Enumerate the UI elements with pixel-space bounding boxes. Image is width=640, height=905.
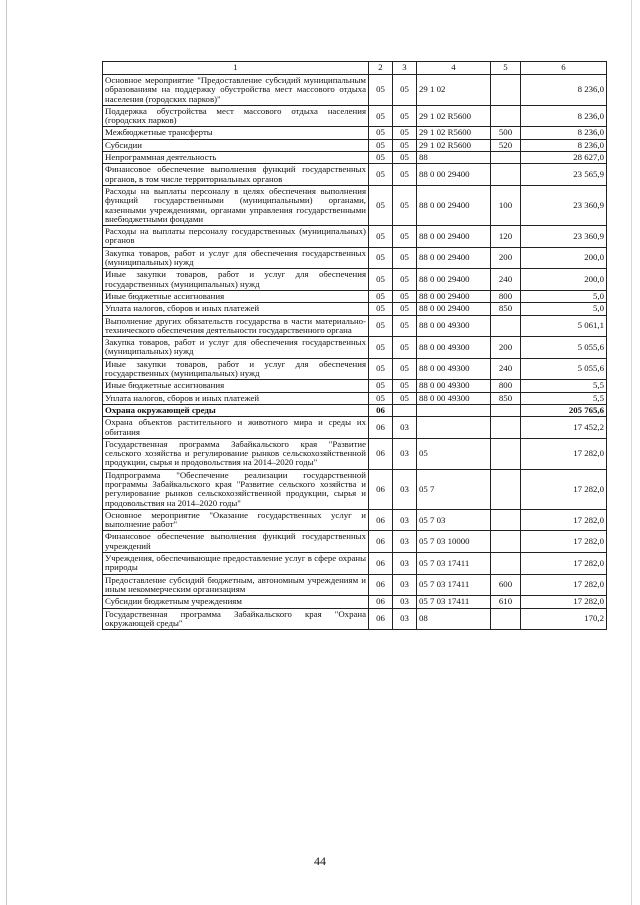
row-expense-type-cell: 850	[491, 303, 521, 315]
row-target-article-cell: 29 1 02 R5600	[417, 105, 491, 127]
budget-table	[102, 61, 607, 630]
row-section-cell: 05	[369, 380, 393, 392]
row-amount-cell: 5,5	[521, 392, 607, 404]
row-amount-cell: 5,0	[521, 290, 607, 302]
row-subsection-cell: 05	[393, 247, 417, 269]
table-row	[103, 438, 607, 469]
table-row	[103, 553, 607, 575]
row-expense-type-cell: 240	[491, 358, 521, 380]
row-amount-cell: 205 765,6	[521, 404, 607, 416]
row-subsection-cell: 03	[393, 553, 417, 575]
row-target-article-cell: 05	[417, 438, 491, 469]
row-section-cell: 06	[369, 469, 393, 509]
row-section-cell: 06	[369, 596, 393, 608]
row-subsection-cell: 05	[393, 75, 417, 106]
row-subsection-cell: 03	[393, 417, 417, 439]
page-number: 44	[314, 854, 326, 868]
row-section-cell: 05	[369, 247, 393, 269]
row-amount-cell: 23 360,9	[521, 226, 607, 248]
row-subsection-cell: 05	[393, 152, 417, 164]
row-name-cell: Расходы на выплаты персоналу государственных (муниципальных) органов	[103, 226, 369, 248]
row-expense-type-cell	[491, 509, 521, 531]
row-subsection-cell: 05	[393, 290, 417, 302]
row-section-cell: 05	[369, 152, 393, 164]
row-amount-cell: 5,5	[521, 380, 607, 392]
table-row	[103, 469, 607, 509]
row-amount-cell: 170,2	[521, 608, 607, 630]
row-amount-cell: 17 282,0	[521, 469, 607, 509]
row-subsection-cell: 03	[393, 469, 417, 509]
row-expense-type-cell: 200	[491, 337, 521, 359]
row-amount-cell: 8 236,0	[521, 105, 607, 127]
row-expense-type-cell	[491, 469, 521, 509]
row-target-article-cell: 88 0 00 49300	[417, 315, 491, 337]
row-name-cell: Предоставление субсидий бюджетным, автономным учреждениям и иным некоммерческим организациям	[103, 574, 369, 596]
row-target-article-cell: 88 0 00 29400	[417, 303, 491, 315]
row-amount-cell: 17 282,0	[521, 574, 607, 596]
row-target-article-cell: 88 0 00 49300	[417, 358, 491, 380]
row-section-cell: 06	[369, 531, 393, 553]
row-section-cell: 06	[369, 608, 393, 630]
row-subsection-cell: 05	[393, 139, 417, 151]
row-section-cell: 05	[369, 226, 393, 248]
row-name-cell: Закупка товаров, работ и услуг для обеспечения государственных (муниципальных) нужд	[103, 247, 369, 269]
row-amount-cell: 200,0	[521, 247, 607, 269]
row-section-cell: 05	[369, 185, 393, 225]
row-section-cell: 06	[369, 438, 393, 469]
table-row	[103, 303, 607, 315]
row-subsection-cell: 03	[393, 608, 417, 630]
row-target-article-cell: 88 0 00 29400	[417, 290, 491, 302]
row-expense-type-cell: 850	[491, 392, 521, 404]
table-row	[103, 105, 607, 127]
row-amount-cell: 17 452,2	[521, 417, 607, 439]
table-row	[103, 596, 607, 608]
row-name-cell: Иные закупки товаров, работ и услуг для обеспечения государственных (муниципальных) нужд	[103, 269, 369, 291]
row-amount-cell: 5 055,6	[521, 358, 607, 380]
row-name-cell: Уплата налогов, сборов и иных платежей	[103, 392, 369, 404]
row-target-article-cell: 05 7	[417, 469, 491, 509]
row-name-cell: Иные закупки товаров, работ и услуг для обеспечения государственных (муниципальных) нужд	[103, 358, 369, 380]
row-section-cell: 05	[369, 392, 393, 404]
row-target-article-cell: 29 1 02 R5600	[417, 127, 491, 139]
row-amount-cell: 8 236,0	[521, 75, 607, 106]
row-amount-cell: 5 055,6	[521, 337, 607, 359]
row-name-cell: Охрана объектов растительного и животного мира и среды их обитания	[103, 417, 369, 439]
table-row	[103, 608, 607, 630]
row-target-article-cell: 05 7 03 10000	[417, 531, 491, 553]
row-subsection-cell: 05	[393, 226, 417, 248]
row-expense-type-cell: 520	[491, 139, 521, 151]
table-row	[103, 509, 607, 531]
row-subsection-cell: 05	[393, 380, 417, 392]
table-row	[103, 392, 607, 404]
row-name-cell: Поддержка обустройства мест массового отдыха населения (городских парков)	[103, 105, 369, 127]
row-name-cell: Финансовое обеспечение выполнения функций государственных учреждений	[103, 531, 369, 553]
table-row	[103, 315, 607, 337]
table-row	[103, 358, 607, 380]
row-section-cell: 05	[369, 105, 393, 127]
row-subsection-cell: 05	[393, 127, 417, 139]
row-section-cell: 05	[369, 290, 393, 302]
row-target-article-cell: 29 1 02	[417, 75, 491, 106]
row-expense-type-cell: 800	[491, 380, 521, 392]
table-row	[103, 404, 607, 416]
row-section-cell: 05	[369, 269, 393, 291]
row-name-cell: Иные бюджетные ассигнования	[103, 380, 369, 392]
row-name-cell: Уплата налогов, сборов и иных платежей	[103, 303, 369, 315]
row-target-article-cell: 88 0 00 29400	[417, 247, 491, 269]
row-section-cell: 05	[369, 303, 393, 315]
row-expense-type-cell	[491, 531, 521, 553]
table-row	[103, 127, 607, 139]
header-cell-amount: 6	[521, 62, 607, 75]
row-amount-cell: 8 236,0	[521, 127, 607, 139]
row-amount-cell: 5 061,1	[521, 315, 607, 337]
table-row	[103, 269, 607, 291]
row-expense-type-cell	[491, 608, 521, 630]
header-cell-target-article: 4	[417, 62, 491, 75]
row-target-article-cell: 29 1 02 R5600	[417, 139, 491, 151]
scan-edge-right	[631, 0, 632, 905]
row-expense-type-cell: 610	[491, 596, 521, 608]
row-target-article-cell: 88 0 00 29400	[417, 269, 491, 291]
row-target-article-cell: 88 0 00 29400	[417, 226, 491, 248]
row-amount-cell: 23 360,9	[521, 185, 607, 225]
row-amount-cell: 17 282,0	[521, 553, 607, 575]
row-target-article-cell: 88 0 00 49300	[417, 392, 491, 404]
row-subsection-cell: 03	[393, 531, 417, 553]
row-target-article-cell: 05 7 03	[417, 509, 491, 531]
row-name-cell: Основное мероприятие "Оказание государственных услуг и выполнение работ"	[103, 509, 369, 531]
row-section-cell: 05	[369, 127, 393, 139]
row-amount-cell: 17 282,0	[521, 531, 607, 553]
row-target-article-cell: 05 7 03 17411	[417, 596, 491, 608]
row-amount-cell: 17 282,0	[521, 596, 607, 608]
row-section-cell: 06	[369, 553, 393, 575]
row-subsection-cell: 05	[393, 337, 417, 359]
row-subsection-cell: 03	[393, 596, 417, 608]
row-name-cell: Выполнение других обязательств государства в части материально-технического обеспечения деятельности государственного органа	[103, 315, 369, 337]
row-subsection-cell: 03	[393, 509, 417, 531]
header-cell-section: 2	[369, 62, 393, 75]
row-section-cell: 05	[369, 358, 393, 380]
table-row	[103, 531, 607, 553]
row-subsection-cell	[393, 404, 417, 416]
row-expense-type-cell: 120	[491, 226, 521, 248]
table-row	[103, 574, 607, 596]
row-target-article-cell: 88 0 00 29400	[417, 185, 491, 225]
row-amount-cell: 200,0	[521, 269, 607, 291]
table-row	[103, 337, 607, 359]
row-name-cell: Государственная программа Забайкальского края "Охрана окружающей среды"	[103, 608, 369, 630]
row-subsection-cell: 03	[393, 438, 417, 469]
row-name-cell: Субсидии	[103, 139, 369, 151]
row-target-article-cell: 88 0 00 29400	[417, 164, 491, 186]
row-amount-cell: 8 236,0	[521, 139, 607, 151]
row-expense-type-cell: 600	[491, 574, 521, 596]
row-subsection-cell: 05	[393, 303, 417, 315]
row-section-cell: 05	[369, 75, 393, 106]
row-amount-cell: 5,0	[521, 303, 607, 315]
row-expense-type-cell	[491, 404, 521, 416]
row-subsection-cell: 05	[393, 105, 417, 127]
row-name-cell: Расходы на выплаты персоналу в целях обеспечения выполнения функций государственными (муниципальными) органами, казенными учреждениями, органами управления государственными внебюджетными фондами	[103, 185, 369, 225]
row-expense-type-cell	[491, 417, 521, 439]
table-row	[103, 75, 607, 106]
table-row	[103, 417, 607, 439]
header-cell-expense-type: 5	[491, 62, 521, 75]
row-name-cell: Государственная программа Забайкальского края "Развитие сельского хозяйства и регулирование рынков сельскохозяйственной продукции, сырья и продовольствия на 2014–2020 годы"	[103, 438, 369, 469]
row-target-article-cell: 05 7 03 17411	[417, 553, 491, 575]
row-subsection-cell: 05	[393, 315, 417, 337]
table-row	[103, 152, 607, 164]
row-subsection-cell: 03	[393, 574, 417, 596]
table-header-row	[103, 62, 607, 75]
row-expense-type-cell: 100	[491, 185, 521, 225]
row-subsection-cell: 05	[393, 358, 417, 380]
row-expense-type-cell: 200	[491, 247, 521, 269]
row-expense-type-cell	[491, 438, 521, 469]
row-section-cell: 05	[369, 315, 393, 337]
row-subsection-cell: 05	[393, 185, 417, 225]
row-expense-type-cell	[491, 152, 521, 164]
table-row	[103, 185, 607, 225]
row-name-cell: Финансовое обеспечение выполнения функций государственных органов, в том числе территориальных органов	[103, 164, 369, 186]
row-target-article-cell: 88	[417, 152, 491, 164]
table-row	[103, 247, 607, 269]
row-target-article-cell: 08	[417, 608, 491, 630]
row-name-cell: Основное мероприятие "Предоставление субсидий муниципальным образованиям на поддержку обустройства мест массового отдыха населения (городских парков)"	[103, 75, 369, 106]
table-row	[103, 290, 607, 302]
row-amount-cell: 17 282,0	[521, 509, 607, 531]
row-section-cell: 05	[369, 139, 393, 151]
row-target-article-cell: 88 0 00 49300	[417, 380, 491, 392]
row-expense-type-cell	[491, 75, 521, 106]
table-row	[103, 226, 607, 248]
row-section-cell: 06	[369, 574, 393, 596]
header-cell-subsection: 3	[393, 62, 417, 75]
row-name-cell: Учреждения, обеспечивающие предоставление услуг в сфере охраны природы	[103, 553, 369, 575]
header-cell-name: 1	[103, 62, 369, 75]
row-expense-type-cell: 800	[491, 290, 521, 302]
row-target-article-cell: 05 7 03 17411	[417, 574, 491, 596]
row-expense-type-cell: 500	[491, 127, 521, 139]
row-expense-type-cell	[491, 105, 521, 127]
row-target-article-cell: 88 0 00 49300	[417, 337, 491, 359]
row-name-cell: Подпрограмма "Обеспечение реализации государственной программы Забайкальского края "Развитие сельского хозяйства и регулирование рынков сельскохозяйственной продукции, сырья и продовольствия на 2014–2020 годы"	[103, 469, 369, 509]
row-section-cell: 06	[369, 417, 393, 439]
table-row	[103, 380, 607, 392]
row-section-cell: 06	[369, 509, 393, 531]
row-target-article-cell	[417, 417, 491, 439]
row-name-cell: Охрана окружающей среды	[103, 404, 369, 416]
table-row	[103, 164, 607, 186]
row-section-cell: 05	[369, 164, 393, 186]
row-amount-cell: 28 627,0	[521, 152, 607, 164]
row-section-cell: 05	[369, 337, 393, 359]
row-name-cell: Межбюджетные трансферты	[103, 127, 369, 139]
row-section-cell: 06	[369, 404, 393, 416]
row-name-cell: Иные бюджетные ассигнования	[103, 290, 369, 302]
row-amount-cell: 17 282,0	[521, 438, 607, 469]
row-expense-type-cell: 240	[491, 269, 521, 291]
row-subsection-cell: 05	[393, 164, 417, 186]
table-row	[103, 139, 607, 151]
budget-table-body	[103, 62, 607, 630]
row-subsection-cell: 05	[393, 392, 417, 404]
row-name-cell: Непрограммная деятельность	[103, 152, 369, 164]
row-expense-type-cell	[491, 164, 521, 186]
row-amount-cell: 23 565,9	[521, 164, 607, 186]
scan-edge-left	[6, 0, 7, 905]
row-expense-type-cell	[491, 315, 521, 337]
row-expense-type-cell	[491, 553, 521, 575]
row-name-cell: Субсидии бюджетным учреждениям	[103, 596, 369, 608]
row-name-cell: Закупка товаров, работ и услуг для обеспечения государственных (муниципальных) нужд	[103, 337, 369, 359]
row-target-article-cell	[417, 404, 491, 416]
row-subsection-cell: 05	[393, 269, 417, 291]
